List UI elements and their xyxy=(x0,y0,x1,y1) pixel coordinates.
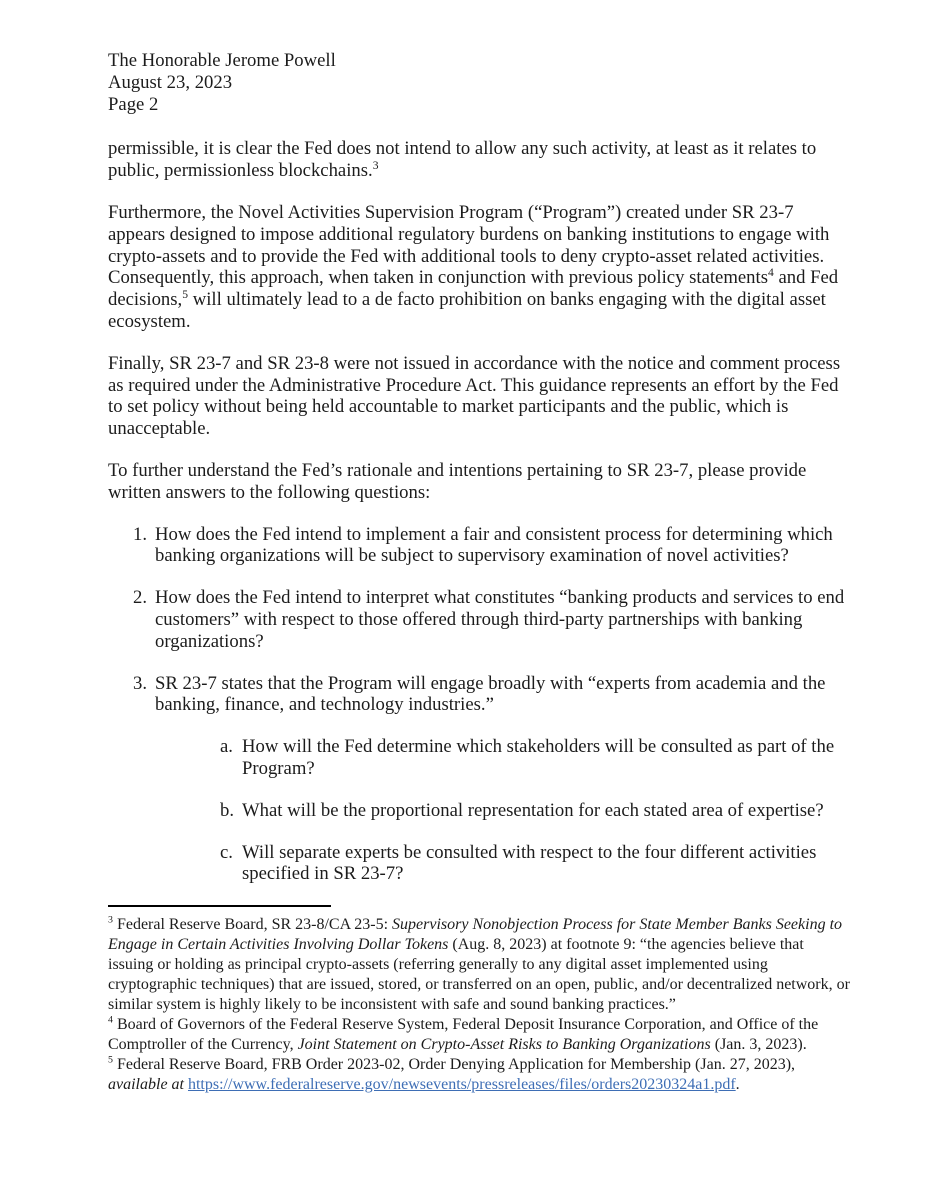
text-run: permissible, it is clear the Fed does not intend to allow any such activity, at least as it relates to public, permissionless blockchains. xyxy=(108,138,817,182)
question-number: 2. xyxy=(133,587,148,609)
question-list xyxy=(108,524,853,717)
text-run: (Aug. 8, 2023) at footnote 9: “the agencies believe that issuing or holding as principal crypto-assets (referring generally to any digital asset implemented using cryptographic techniques) that are issued, stored, or transferred on an open, public, and/or decentralized network, or similar system is highly likely to be inconsistent with safe and sound banking practices.” xyxy=(108,936,850,1014)
citation-title: Supervisory Nonobjection Process for State Member Banks Seeking to Engage in Certain Activities Involving Dollar Tokens xyxy=(108,916,843,954)
text-run: and Fed decisions, xyxy=(108,267,839,311)
sub-question-letter: a. xyxy=(220,736,233,758)
footnote-marker-4: 4 xyxy=(108,1014,113,1026)
footnote-ref-5: 5 xyxy=(182,287,189,301)
sub-question-letter: c. xyxy=(220,841,233,863)
footnote-4 xyxy=(108,1015,853,1055)
sub-question-text: Will separate experts be consulted with respect to the four different activities specified in SR 23-7? xyxy=(242,841,817,885)
footnote-3 xyxy=(108,915,853,1015)
footnote-marker-5: 5 xyxy=(108,1054,113,1066)
sub-question-letter: b. xyxy=(220,799,235,821)
letter-header xyxy=(108,50,853,115)
footnote-ref-3: 3 xyxy=(372,158,379,172)
text-run: Furthermore, the Novel Activities Supervision Program (“Program”) created under SR 23-7 appears designed to impose additional regulatory burdens on banking institutions to engage with crypto-assets and to provide the Fed with additional tools to deny crypto-asset related activities. Consequently, this approach, when taken in conjunction with previous policy statements xyxy=(108,201,830,289)
footnote-ref-4: 4 xyxy=(767,266,774,280)
text-run: Federal Reserve Board, FRB Order 2023-02, Order Denying Application for Membership (Jan. 27, 2023), xyxy=(112,1056,796,1074)
paragraph-apa: Finally, SR 23-7 and SR 23-8 were not issued in accordance with the notice and comment process as required under the Administrative Procedure Act. This guidance represents an effort by the Fed to set policy without being held accountable to market participants and the public, which is unacceptable. xyxy=(108,352,841,440)
paragraph-blockchains xyxy=(108,138,853,182)
question-number: 3. xyxy=(133,672,148,694)
question-text: How does the Fed intend to interpret what constitutes “banking products and services to end customers” with respect to those offered through third-party partnerships with banking organizations? xyxy=(155,587,845,652)
available-at-label: available at xyxy=(108,1076,184,1094)
paragraph-questions-intro: To further understand the Fed’s rationale and intentions pertaining to SR 23-7, please provide written answers to the following questions: xyxy=(108,459,807,503)
question-item-1 xyxy=(133,524,853,568)
sub-question-text: What will be the proportional representation for each stated area of expertise? xyxy=(242,799,824,821)
footnotes-section xyxy=(108,915,853,1095)
date-line: August 23, 2023 xyxy=(108,71,233,93)
footnote-marker-3: 3 xyxy=(108,914,113,926)
question-text: SR 23-7 states that the Program will engage broadly with “experts from academia and the banking, finance, and technology industries.” xyxy=(155,672,826,716)
text-run: Federal Reserve Board, SR 23-8/CA 23-5: xyxy=(112,916,393,934)
question-text: How does the Fed intend to implement a fair and consistent process for determining which banking organizations will be subject to supervisory examination of novel activities? xyxy=(155,523,833,567)
text-run: will ultimately lead to a de facto prohibition on banks engaging with the digital asset ecosystem. xyxy=(108,289,826,332)
page-number-line: Page 2 xyxy=(108,93,159,115)
question-number: 1. xyxy=(133,523,148,545)
recipient-line: The Honorable Jerome Powell xyxy=(108,50,336,71)
text-run: Board of Governors of the Federal Reserve System, Federal Deposit Insurance Corporation, and Office of the Comptroller of the Currency, xyxy=(108,1016,819,1054)
sub-question-item-a xyxy=(220,736,853,780)
sub-question-item-c xyxy=(220,842,853,886)
sub-question-list xyxy=(108,736,853,885)
sub-question-text: How will the Fed determine which stakeholders will be consulted as part of the Program? xyxy=(242,736,835,779)
sub-question-item-b xyxy=(220,800,853,822)
footnote-separator xyxy=(108,905,331,907)
text-run: . xyxy=(735,1076,740,1094)
paragraph-program xyxy=(108,202,853,333)
text-run: (Jan. 3, 2023). xyxy=(710,1036,807,1054)
federalreserve-order-link[interactable]: https://www.federalreserve.gov/newsevents/pressreleases/files/orders20230324a1.pdf xyxy=(187,1076,736,1094)
footnote-5 xyxy=(108,1055,853,1095)
question-item-3 xyxy=(133,673,853,717)
question-item-2 xyxy=(133,587,853,652)
citation-title: Joint Statement on Crypto-Asset Risks to Banking Organizations xyxy=(297,1036,711,1054)
